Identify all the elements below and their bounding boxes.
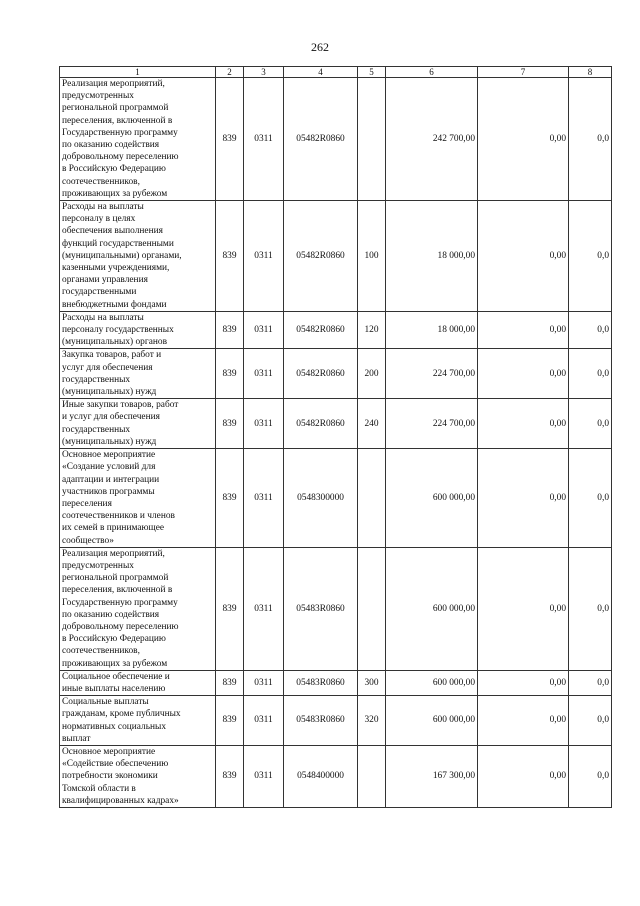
row-admin-code: 839 xyxy=(216,201,244,312)
row-amount-3: 0,0 xyxy=(569,399,612,449)
col-header-6: 6 xyxy=(386,67,478,78)
row-expense-type: 240 xyxy=(358,399,386,449)
row-admin-code: 839 xyxy=(216,696,244,746)
row-amount-2: 0,00 xyxy=(478,547,569,670)
row-section-code: 0311 xyxy=(244,399,284,449)
row-admin-code: 839 xyxy=(216,670,244,695)
row-amount-2: 0,00 xyxy=(478,78,569,201)
row-amount-3: 0,0 xyxy=(569,201,612,312)
row-name: Реализация мероприятий, предусмотренных региональной программой переселения, включенной в Государственную программу по оказанию содействия добровольному переселению в Российскую Федерацию соотечественников, проживающих за рубежом xyxy=(60,78,216,201)
row-section-code: 0311 xyxy=(244,201,284,312)
table-row xyxy=(60,78,612,201)
row-admin-code: 839 xyxy=(216,547,244,670)
row-expense-type xyxy=(358,449,386,548)
row-amount: 18 000,00 xyxy=(386,311,478,349)
row-target-code: 05482R0860 xyxy=(284,349,358,399)
row-target-code: 05483R0860 xyxy=(284,696,358,746)
row-amount: 18 000,00 xyxy=(386,201,478,312)
col-header-8: 8 xyxy=(569,67,612,78)
row-amount-3: 0,0 xyxy=(569,78,612,201)
row-amount-3: 0,0 xyxy=(569,449,612,548)
row-amount-3: 0,0 xyxy=(569,547,612,670)
row-amount-2: 0,00 xyxy=(478,696,569,746)
row-amount: 600 000,00 xyxy=(386,670,478,695)
row-expense-type xyxy=(358,78,386,201)
row-section-code: 0311 xyxy=(244,78,284,201)
row-section-code: 0311 xyxy=(244,745,284,807)
col-header-3: 3 xyxy=(244,67,284,78)
budget-table xyxy=(59,66,612,808)
row-target-code: 05482R0860 xyxy=(284,311,358,349)
row-amount: 224 700,00 xyxy=(386,349,478,399)
row-amount-2: 0,00 xyxy=(478,399,569,449)
table-row xyxy=(60,547,612,670)
col-header-7: 7 xyxy=(478,67,569,78)
row-name: Социальные выплаты гражданам, кроме публичных нормативных социальных выплат xyxy=(60,696,216,746)
row-name: Основное мероприятие «Создание условий для адаптации и интеграции участников программы переселения соотечественников и членов их семей в принимающее сообщество» xyxy=(60,449,216,548)
row-name: Основное мероприятие «Содействие обеспечению потребности экономики Томской области в квалифицированных кадрах» xyxy=(60,745,216,807)
table-row xyxy=(60,449,612,548)
header-row xyxy=(60,67,612,78)
row-admin-code: 839 xyxy=(216,399,244,449)
row-amount-2: 0,00 xyxy=(478,670,569,695)
row-amount-2: 0,00 xyxy=(478,449,569,548)
row-amount-2: 0,00 xyxy=(478,745,569,807)
row-amount-3: 0,0 xyxy=(569,670,612,695)
table-row xyxy=(60,201,612,312)
row-section-code: 0311 xyxy=(244,547,284,670)
row-amount: 600 000,00 xyxy=(386,547,478,670)
row-expense-type: 200 xyxy=(358,349,386,399)
col-header-4: 4 xyxy=(284,67,358,78)
row-amount-3: 0,0 xyxy=(569,311,612,349)
row-expense-type: 300 xyxy=(358,670,386,695)
col-header-1: 1 xyxy=(60,67,216,78)
row-admin-code: 839 xyxy=(216,311,244,349)
row-name: Расходы на выплаты персоналу государственных (муниципальных) органов xyxy=(60,311,216,349)
row-admin-code: 839 xyxy=(216,349,244,399)
row-amount-3: 0,0 xyxy=(569,696,612,746)
row-target-code: 05482R0860 xyxy=(284,78,358,201)
table-row xyxy=(60,670,612,695)
row-target-code: 05483R0860 xyxy=(284,547,358,670)
row-target-code: 0548400000 xyxy=(284,745,358,807)
row-target-code: 05483R0860 xyxy=(284,670,358,695)
row-section-code: 0311 xyxy=(244,696,284,746)
table-row xyxy=(60,349,612,399)
row-admin-code: 839 xyxy=(216,78,244,201)
row-amount-2: 0,00 xyxy=(478,311,569,349)
row-expense-type: 100 xyxy=(358,201,386,312)
row-section-code: 0311 xyxy=(244,449,284,548)
row-name: Социальное обеспечение и иные выплаты населению xyxy=(60,670,216,695)
row-expense-type xyxy=(358,745,386,807)
row-amount: 224 700,00 xyxy=(386,399,478,449)
table-row xyxy=(60,399,612,449)
row-admin-code: 839 xyxy=(216,745,244,807)
page-number: 262 xyxy=(311,40,329,54)
row-expense-type: 120 xyxy=(358,311,386,349)
row-section-code: 0311 xyxy=(244,670,284,695)
row-name: Закупка товаров, работ и услуг для обеспечения государственных (муниципальных) нужд xyxy=(60,349,216,399)
row-amount-2: 0,00 xyxy=(478,201,569,312)
col-header-2: 2 xyxy=(216,67,244,78)
row-amount: 242 700,00 xyxy=(386,78,478,201)
row-section-code: 0311 xyxy=(244,311,284,349)
row-amount-3: 0,0 xyxy=(569,745,612,807)
row-name: Иные закупки товаров, работ и услуг для обеспечения государственных (муниципальных) нужд xyxy=(60,399,216,449)
row-amount: 167 300,00 xyxy=(386,745,478,807)
row-target-code: 05482R0860 xyxy=(284,201,358,312)
row-name: Расходы на выплаты персоналу в целях обеспечения выполнения функций государственными (муниципальными) органами, казенными учреждениями, органами управления государственными внебюджетными фондами xyxy=(60,201,216,312)
row-target-code: 0548300000 xyxy=(284,449,358,548)
row-name: Реализация мероприятий, предусмотренных региональной программой переселения, включенной в Государственную программу по оказанию содействия добровольному переселению в Российскую Федерацию соотечественников, проживающих за рубежом xyxy=(60,547,216,670)
row-target-code: 05482R0860 xyxy=(284,399,358,449)
row-admin-code: 839 xyxy=(216,449,244,548)
row-amount: 600 000,00 xyxy=(386,696,478,746)
row-amount: 600 000,00 xyxy=(386,449,478,548)
row-expense-type: 320 xyxy=(358,696,386,746)
table-row xyxy=(60,696,612,746)
row-section-code: 0311 xyxy=(244,349,284,399)
col-header-5: 5 xyxy=(358,67,386,78)
table-row xyxy=(60,745,612,807)
row-amount-2: 0,00 xyxy=(478,349,569,399)
table-row xyxy=(60,311,612,349)
row-expense-type xyxy=(358,547,386,670)
row-amount-3: 0,0 xyxy=(569,349,612,399)
